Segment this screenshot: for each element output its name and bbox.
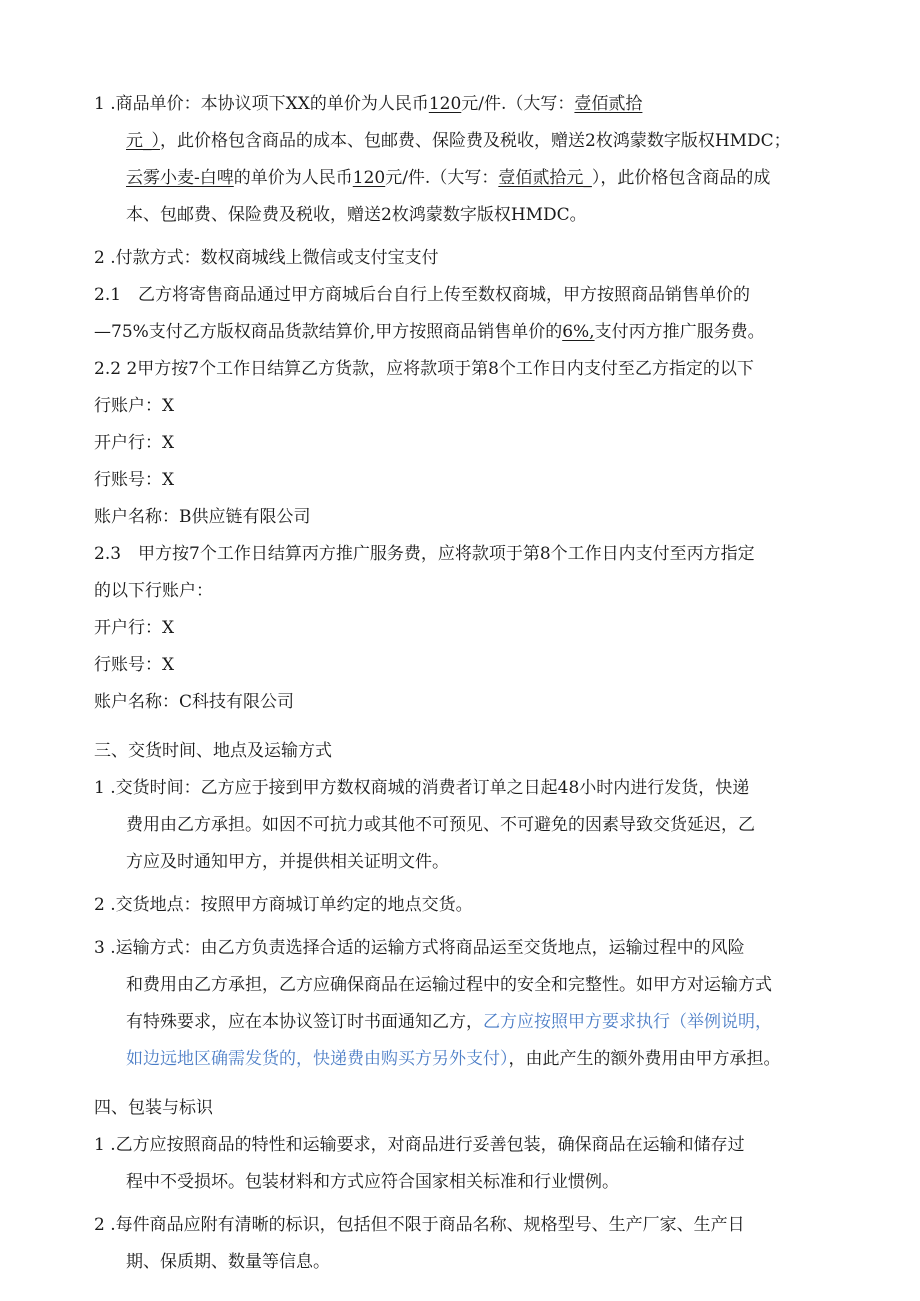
document-page: [94, 86, 834, 1281]
clause-2-1-line-1: 2.1 乙方将寄售商品通过甲方商城后台自行上传至数权商城，甲方按照商品销售单价的: [94, 285, 751, 305]
transport-line-2: 和费用由乙方承担，乙方应确保商品在运输过程中的安全和完整性。如甲方对运输方式: [126, 975, 772, 995]
text-span: 元/件.（大写：: [385, 168, 499, 188]
highlighted-text: 如边远地区确需发货的，快递费由购买方另外支付）: [126, 1049, 509, 1069]
highlighted-text: 乙方应按照甲方要求执行（举例说明，: [483, 1012, 772, 1032]
bank-account-b: 行账号：X: [94, 470, 175, 490]
section-3-heading: 三、交货时间、地点及运输方式: [94, 741, 332, 761]
text-span: ，此价格包含商品的成本、包邮费、保险费及税收，赠送2枚鸿蒙数字版权HMDC；: [160, 131, 791, 151]
payment-method: 2 .付款方式：数权商城线上微信或支付宝支付: [94, 248, 439, 268]
packaging-line-2: 程中不受损坏。包装材料和方式应符合国家相关标准和行业惯例。: [126, 1172, 619, 1192]
underlined-product-name: 云雾小麦-白啤: [126, 168, 234, 188]
underlined-percent: 6%,: [562, 322, 595, 342]
account-name-b: 账户名称：B供应链有限公司: [94, 507, 311, 527]
labeling-line-2: 期、保质期、数量等信息。: [126, 1252, 330, 1272]
text-span: 元/件.（大写：: [461, 94, 575, 114]
bank-account-c: 行账号：X: [94, 655, 175, 675]
underlined-amount-words: 壹佰贰拾元_: [498, 168, 592, 188]
underlined-amount: 120: [352, 168, 386, 188]
text-span: ，由此产生的额外费用由甲方承担。: [508, 1049, 781, 1069]
text-span: 有特殊要求，应在本协议签订时书面通知乙方，: [126, 1012, 483, 1032]
price-line-2: [94, 123, 834, 160]
underlined-amount-words: 元_）: [126, 131, 160, 151]
delivery-place: 2 .交货地点：按照甲方商城订单约定的地点交货。: [94, 895, 473, 915]
text-span: 的单价为人民币: [233, 168, 353, 188]
text-span: 支付丙方推广服务费。: [594, 322, 765, 342]
bank-name-c: 开户行：X: [94, 618, 175, 638]
labeling-line-1: 2 .每件商品应附有清晰的标识，包括但不限于商品名称、规格型号、生产厂家、生产日: [94, 1215, 745, 1235]
transport-line-1: 3 .运输方式：由乙方负责选择合适的运输方式将商品运至交货地点，运输过程中的风险: [94, 938, 745, 958]
delivery-time-line-2: 费用由乙方承担。如因不可抗力或其他不可预见、不可避免的因素导致交货延迟，乙: [126, 815, 755, 835]
price-line-1: [94, 86, 834, 123]
packaging-line-1: 1 .乙方应按照商品的特性和运输要求，对商品进行妥善包装，确保商品在运输和储存过: [94, 1135, 745, 1155]
text-span: 1 .商品单价：本协议项下XX的单价为人民币: [94, 94, 429, 114]
text-span: ），此价格包含商品的成: [591, 168, 771, 188]
transport-line-3: [94, 1004, 834, 1041]
section-4-heading: 四、包装与标识: [94, 1098, 213, 1118]
price-line-3: [94, 160, 834, 197]
bank-name-b: 开户行：X: [94, 433, 175, 453]
underlined-amount-words: 壹佰贰拾: [574, 94, 643, 114]
price-line-4: 本、包邮费、保险费及税收，赠送2枚鸿蒙数字版权HMDC。: [126, 205, 587, 225]
clause-2-3-line-1: 2.3 甲方按7个工作日结算丙方推广服务费，应将款项于第8个工作日内支付至丙方指定: [94, 544, 755, 564]
clause-2-3-line-2: 的以下行账户：: [94, 581, 213, 601]
clause-2-1-line-2: [94, 314, 834, 351]
text-span: —75%支付乙方版权商品货款结算价,甲方按照商品销售单价的: [94, 322, 563, 342]
transport-line-4: [94, 1041, 834, 1078]
account-name-c: 账户名称：C科技有限公司: [94, 692, 295, 712]
delivery-time-line-1: 1 .交货时间：乙方应于接到甲方数权商城的消费者订单之日起48小时内进行发货，快递: [94, 778, 750, 798]
clause-2-2-line-2: 行账户：X: [94, 396, 175, 416]
delivery-time-line-3: 方应及时通知甲方，并提供相关证明文件。: [126, 852, 449, 872]
clause-2-2-line-1: 2.2 2甲方按7个工作日结算乙方货款，应将款项于第8个工作日内支付至乙方指定的以下: [94, 359, 754, 379]
underlined-amount: 120: [428, 94, 462, 114]
